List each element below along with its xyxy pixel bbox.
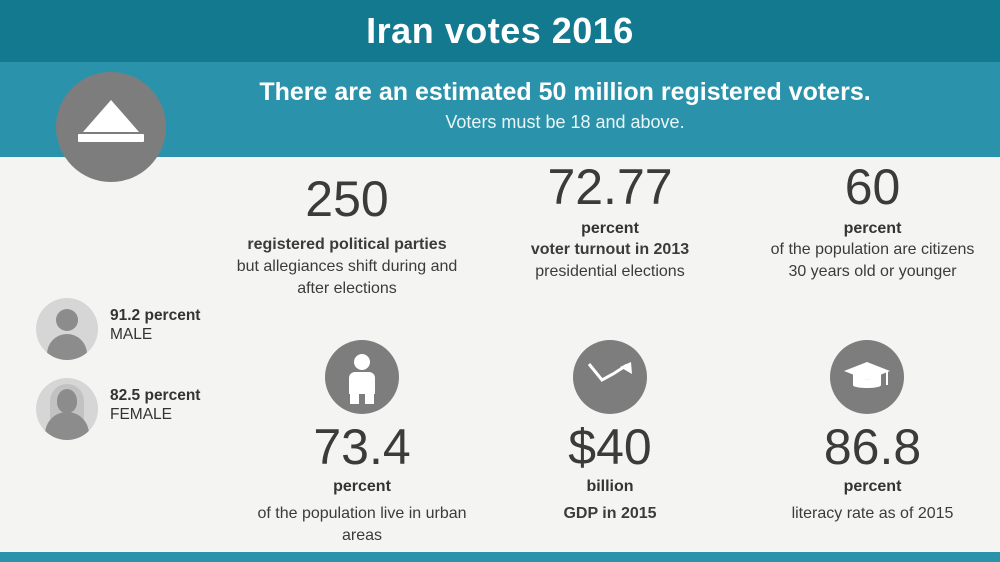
stat-unit: percent (843, 220, 902, 237)
stat-literacy (765, 420, 980, 525)
stat-headline: registered political parties (247, 236, 447, 253)
subheader-primary-text: There are an estimated 50 million registered voters. (259, 78, 871, 106)
female-avatar-icon (36, 378, 98, 440)
person-leg-left-shape (350, 392, 359, 404)
stat-voter-turnout (505, 160, 715, 283)
stat-number: 73.4 (313, 419, 411, 475)
stat-detail: GDP in 2015 (563, 505, 657, 522)
trend-arrow-icon (573, 340, 647, 414)
stat-detail: presidential elections (535, 263, 685, 280)
stat-detail: of the population live in urban areas (257, 505, 467, 544)
stat-gdp (510, 420, 710, 525)
stat-headline: voter turnout in 2013 (530, 241, 690, 258)
person-head-shape (354, 354, 370, 370)
stat-detail: literacy rate as of 2015 (791, 505, 954, 522)
stat-unit: percent (843, 478, 902, 495)
person-icon (325, 340, 399, 414)
stat-number: $40 (568, 419, 652, 475)
stat-young-population (765, 160, 980, 283)
stat-unit: percent (333, 478, 391, 495)
stat-political-parties (222, 172, 472, 300)
stat-number: 86.8 (823, 419, 922, 475)
avatar-body-shape (47, 334, 87, 360)
stat-urban-population (252, 420, 472, 547)
stat-detail: but allegiances shift during and after elections (236, 258, 458, 297)
page-title: Iran votes 2016 (366, 10, 634, 51)
stat-number: 72.77 (547, 159, 673, 215)
ballot-paper-shape (83, 100, 139, 132)
person-body-shape (349, 372, 375, 394)
avatar-head-shape (56, 309, 78, 331)
person-leg-right-shape (365, 392, 374, 404)
male-label-group (110, 306, 270, 344)
female-category: FEMALE (110, 406, 173, 423)
male-category: MALE (110, 326, 153, 343)
female-percent: 82.5 percent (110, 387, 201, 404)
stat-number: 60 (844, 159, 901, 215)
footer-strip (0, 552, 1000, 562)
gender-stat-female (36, 378, 276, 448)
male-avatar-icon (36, 298, 98, 360)
trend-arrow-glyph (587, 362, 633, 392)
subheader-secondary-text: Voters must be 18 and above. (445, 112, 685, 132)
male-percent: 91.2 percent (110, 307, 201, 324)
stat-unit: billion (586, 478, 634, 495)
stat-detail: of the population are citizens 30 years old or younger (770, 241, 975, 280)
graduation-cap-glyph (843, 360, 891, 396)
ballot-box-icon (56, 72, 166, 182)
ballot-slot-shape (78, 134, 144, 142)
stat-number: 250 (305, 171, 389, 227)
stat-unit: percent (581, 220, 639, 237)
gender-stat-male (36, 298, 276, 368)
avatar-head-shape (57, 389, 77, 413)
graduation-cap-icon (830, 340, 904, 414)
female-label-group (110, 386, 270, 424)
